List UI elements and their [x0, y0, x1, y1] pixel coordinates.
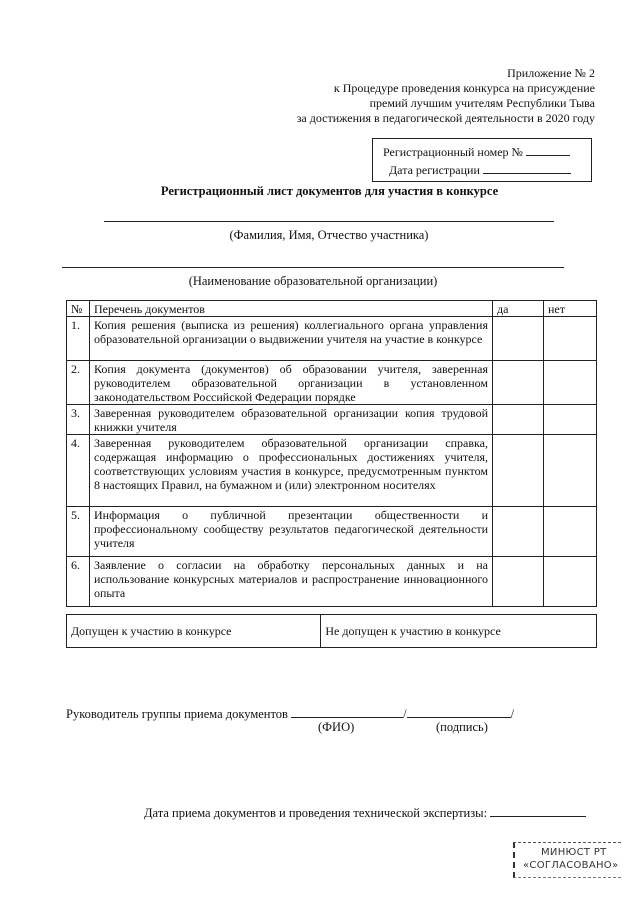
organization-caption: (Наименование образовательной организации)	[188, 274, 438, 288]
stamp-line-2: «СОГЛАСОВАНО»	[523, 860, 619, 871]
row-text: Заверенная руководителем образовательной организации справка, содержащая информацию о профессиональных достижениях учителя, соответствующих условиям участия в конкурсе, предусмотренным пунктом 8 настоящих Правил, на бумажном и (или) электронном носителях	[90, 435, 493, 507]
row-text: Заверенная руководителем образовательной организации копия трудовой книжки учителя	[90, 405, 493, 435]
table-row	[67, 317, 597, 361]
date-field[interactable]	[490, 804, 586, 817]
signature-fio-field[interactable]	[291, 705, 403, 718]
header-no: нет	[544, 301, 597, 317]
row-text: Копия документа (документов) об образовании учителя, заверенная руководителем образовательной организации в установленном законодательством Российской Федерации порядке	[90, 361, 493, 405]
row-text: Копия решения (выписка из решения) коллегиального органа управления образовательной организации о выдвижении учителя на участие в конкурсе	[90, 317, 493, 361]
appendix-line-2: к Процедуре проведения конкурса на присуждение	[333, 81, 595, 95]
row-no-cell[interactable]	[544, 557, 597, 607]
participant-name-field[interactable]	[104, 221, 554, 222]
signature-fio-caption: (ФИО)	[318, 720, 355, 734]
table-row	[67, 435, 597, 507]
appendix-header	[235, 66, 595, 126]
participant-caption: (Фамилия, Имя, Отчество участника)	[229, 228, 429, 242]
registration-date-field[interactable]	[483, 162, 571, 174]
registration-date-label: Дата регистрации	[389, 163, 480, 177]
row-no-cell[interactable]	[544, 507, 597, 557]
row-no-cell[interactable]	[544, 435, 597, 507]
table-row	[67, 361, 597, 405]
appendix-line-3: премий лучшим учителям Республики Тыва	[369, 96, 595, 110]
table-row	[67, 405, 597, 435]
row-num: 3.	[67, 405, 90, 435]
stamp-line-1: МИНЮСТ РТ	[541, 847, 607, 858]
row-yes-cell[interactable]	[493, 507, 544, 557]
admitted-cell[interactable]: Допущен к участию в конкурсе	[67, 615, 321, 648]
row-num: 4.	[67, 435, 90, 507]
registration-number-field[interactable]	[526, 144, 570, 156]
row-no-cell[interactable]	[544, 361, 597, 405]
table-header-row	[67, 301, 597, 317]
table-row	[67, 507, 597, 557]
row-num: 1.	[67, 317, 90, 361]
table-row	[67, 557, 597, 607]
admission-table	[66, 614, 597, 648]
row-yes-cell[interactable]	[493, 557, 544, 607]
approval-stamp	[513, 842, 621, 878]
row-yes-cell[interactable]	[493, 317, 544, 361]
row-text: Заявление о согласии на обработку персональных данных и на использование конкурсных материалов и распространение инновационного опыта	[90, 557, 493, 607]
row-num: 5.	[67, 507, 90, 557]
signature-line: Руководитель группы приема документов / /	[66, 707, 515, 721]
signature-sign-caption: (подпись)	[436, 720, 488, 734]
row-yes-cell[interactable]	[493, 435, 544, 507]
date-line	[144, 804, 586, 821]
organization-name-field[interactable]	[62, 267, 564, 268]
row-text: Информация о публичной презентации общественности и профессиональному сообществу результатов педагогической деятельности учителя	[90, 507, 493, 557]
row-no-cell[interactable]	[544, 405, 597, 435]
header-num: №	[67, 301, 90, 317]
signature-label: Руководитель группы приема документов	[66, 707, 288, 721]
not-admitted-cell[interactable]: Не допущен к участию в конкурсе	[321, 615, 597, 648]
header-yes: да	[493, 301, 544, 317]
row-num: 2.	[67, 361, 90, 405]
registration-box	[372, 138, 592, 182]
registration-number-label: Регистрационный номер №	[383, 145, 523, 159]
date-label: Дата приема документов и проведения технической экспертизы:	[144, 806, 488, 820]
appendix-line-1: Приложение № 2	[507, 66, 595, 80]
row-no-cell[interactable]	[544, 317, 597, 361]
header-list: Перечень документов	[90, 301, 493, 317]
row-yes-cell[interactable]	[493, 361, 544, 405]
row-num: 6.	[67, 557, 90, 607]
row-yes-cell[interactable]	[493, 405, 544, 435]
page-title: Регистрационный лист документов для участия в конкурсе	[160, 184, 499, 198]
signature-sign-field[interactable]	[407, 705, 511, 718]
appendix-line-4: за достижения в педагогической деятельности в 2020 году	[296, 111, 595, 125]
documents-table	[66, 300, 597, 607]
